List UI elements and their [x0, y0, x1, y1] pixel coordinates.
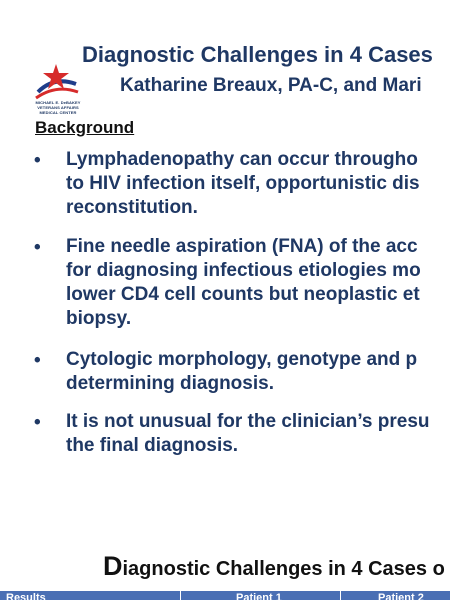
- bullet-line: biopsy.: [66, 308, 132, 329]
- bullet-dot-icon: •: [34, 237, 41, 258]
- bullet-line: the final diagnosis.: [66, 435, 239, 456]
- column-divider: [180, 591, 181, 600]
- bullet-line: for diagnosing infectious etiologies mo: [66, 260, 421, 281]
- bullet-line: to HIV infection itself, opportunistic dis: [66, 173, 420, 194]
- background-heading: Background: [35, 118, 135, 137]
- results-table-header: [0, 591, 450, 600]
- column-divider: [340, 591, 341, 600]
- bullet-line: determining diagnosis.: [66, 373, 274, 394]
- column-header-results: Results: [6, 592, 46, 600]
- bullet-dot-icon: •: [34, 150, 41, 171]
- bullet-line: reconstitution.: [66, 197, 198, 218]
- bullet-line: lower CD4 cell counts but neoplastic et: [66, 284, 420, 305]
- bullet-dot-icon: •: [34, 412, 41, 433]
- poster-title: Diagnostic Challenges in 4 Cases: [82, 42, 433, 67]
- star-logo-icon: [34, 62, 80, 102]
- bullet-line: It is not unusual for the clinician’s presu: [66, 411, 430, 432]
- logo-text: MICHAEL E. DeBAKEY VETERANS AFFAIRS MEDICAL CENTER: [35, 100, 81, 115]
- column-header-patient-2: Patient 2: [378, 592, 424, 600]
- results-title-rest: iagnostic Challenges in 4 Cases o: [122, 558, 445, 580]
- results-title: [103, 551, 445, 582]
- bullet-line: Lymphadenopathy can occur througho: [66, 149, 418, 170]
- column-header-patient-1: Patient 1: [236, 592, 282, 600]
- results-title-initial: D: [103, 551, 123, 581]
- poster-authors: Katharine Breaux, PA-C, and Mari: [120, 75, 422, 96]
- bullet-dot-icon: •: [34, 350, 41, 371]
- bullet-line: Fine needle aspiration (FNA) of the acc: [66, 236, 418, 257]
- bullet-line: Cytologic morphology, genotype and p: [66, 349, 418, 370]
